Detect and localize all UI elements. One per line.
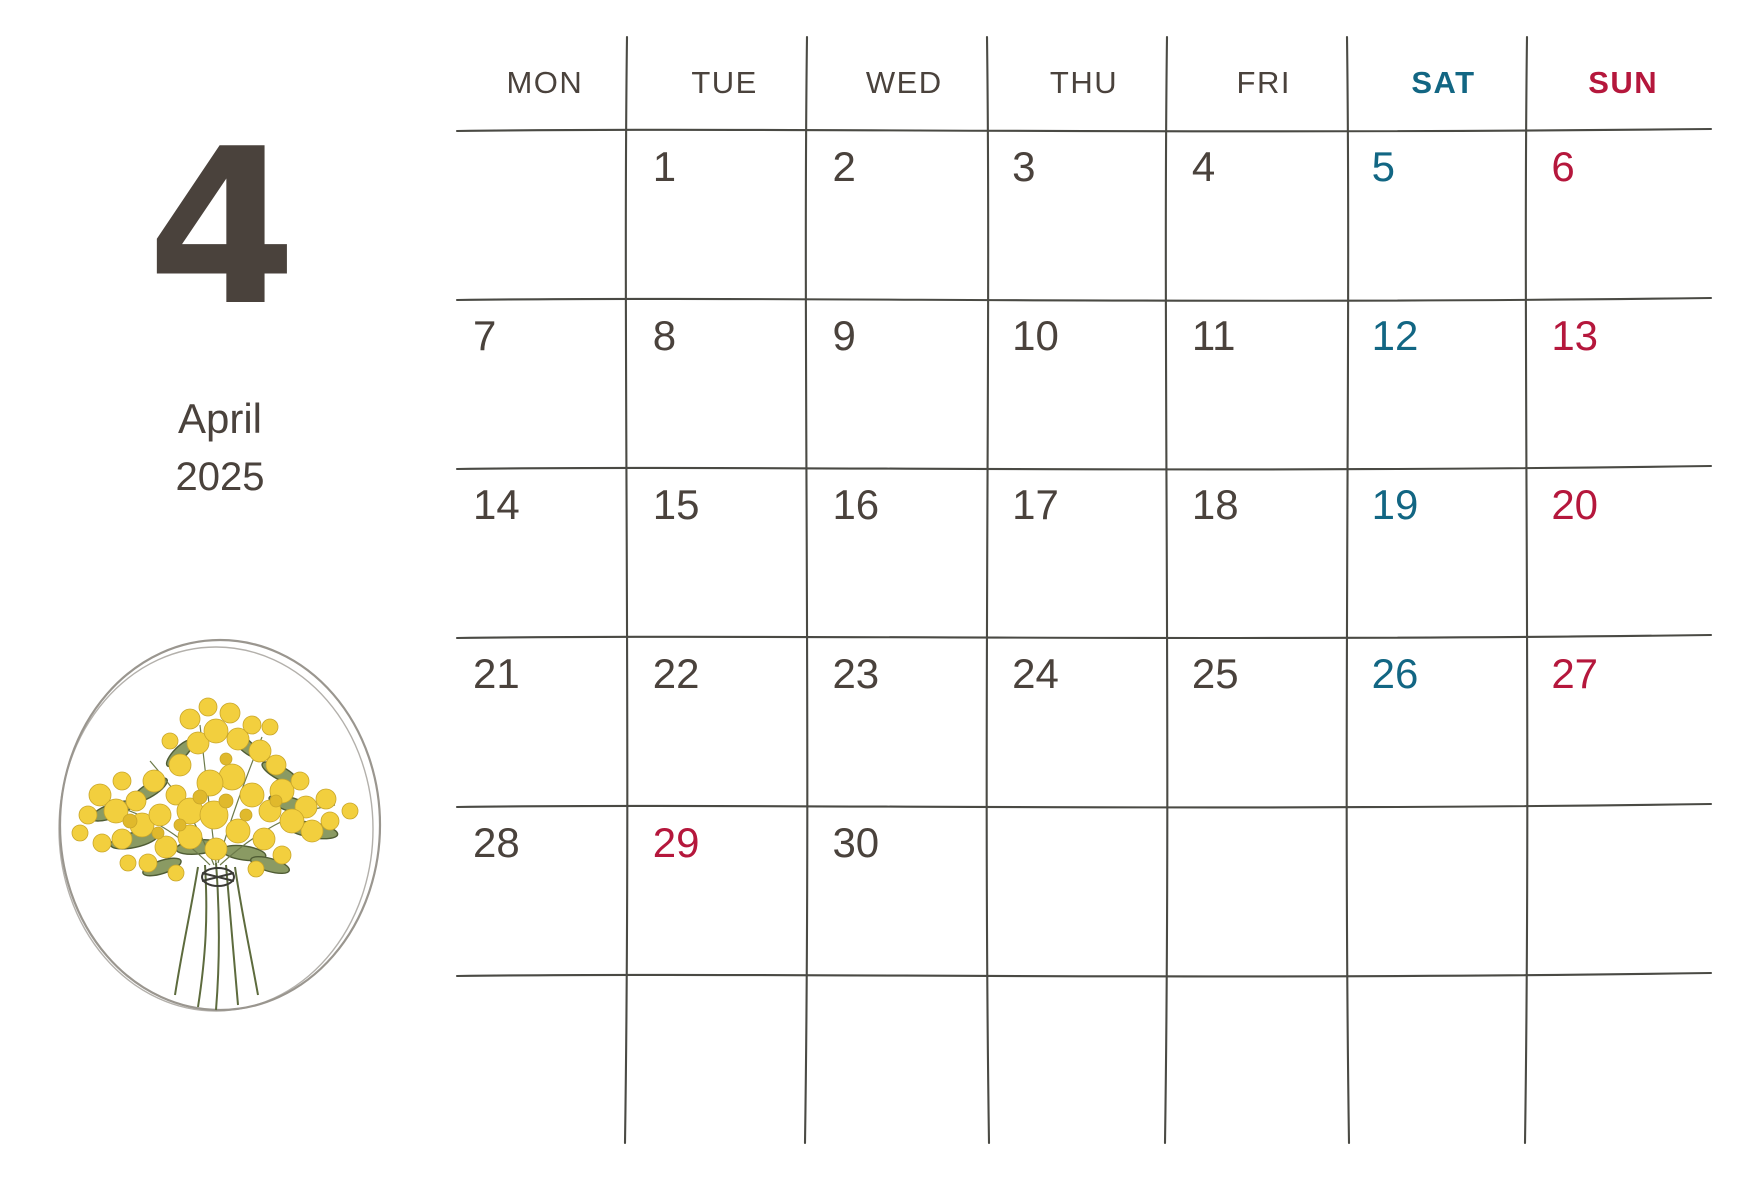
weekday-fri: FRI [1236, 65, 1291, 100]
day-cell[interactable] [814, 131, 994, 300]
day-number: 8 [652, 312, 677, 359]
day-number: 20 [1551, 481, 1599, 528]
month-number: 4 [147, 102, 293, 353]
calendar-week-row [455, 131, 1713, 300]
day-cell[interactable] [455, 131, 635, 300]
day-number: 18 [1191, 481, 1239, 528]
day-cell[interactable] [1354, 131, 1534, 300]
day-number: 30 [832, 819, 880, 866]
calendar-grid [455, 35, 1713, 1145]
mimosa-bouquet-illustration [30, 615, 410, 1035]
month-year: 2025 [175, 455, 265, 499]
day-cell[interactable] [635, 807, 815, 976]
day-number: 22 [652, 650, 700, 697]
weekday-sun: SUN [1588, 65, 1659, 100]
day-cell[interactable] [814, 469, 994, 638]
day-cell[interactable] [994, 976, 1174, 1145]
calendar-week-row [455, 300, 1713, 469]
day-number: 6 [1551, 143, 1575, 190]
day-cell[interactable] [635, 469, 815, 638]
day-cell[interactable] [1354, 300, 1534, 469]
day-cell[interactable] [1533, 976, 1713, 1145]
day-cell[interactable] [994, 638, 1174, 807]
day-number: 7 [473, 312, 497, 359]
day-number: 2 [832, 143, 856, 190]
day-cell[interactable] [1174, 131, 1354, 300]
month-name: April [177, 395, 263, 442]
day-cell[interactable] [994, 131, 1174, 300]
day-number: 21 [473, 650, 520, 697]
calendar-left-panel [0, 0, 440, 1181]
day-cell[interactable] [455, 807, 635, 976]
day-number: 10 [1012, 312, 1059, 359]
day-cell[interactable] [455, 469, 635, 638]
day-cell[interactable] [1174, 300, 1354, 469]
day-cell[interactable] [1354, 976, 1534, 1145]
day-cell[interactable] [1533, 300, 1713, 469]
day-cell[interactable] [1174, 638, 1354, 807]
day-number: 19 [1371, 481, 1419, 528]
calendar-week-row [455, 807, 1713, 976]
day-cell[interactable] [635, 976, 815, 1145]
day-cell[interactable] [814, 807, 994, 976]
weekday-tue: TUE [691, 65, 758, 100]
day-cell[interactable] [455, 976, 635, 1145]
day-cell[interactable] [455, 638, 635, 807]
day-cell[interactable] [635, 638, 815, 807]
calendar-week-row [455, 638, 1713, 807]
day-cell[interactable] [635, 300, 815, 469]
day-cell[interactable] [1354, 469, 1534, 638]
day-cell[interactable] [1174, 807, 1354, 976]
calendar-weeks [455, 131, 1713, 1145]
day-number: 14 [473, 481, 520, 528]
day-number: 23 [832, 650, 880, 697]
day-cell[interactable] [1533, 131, 1713, 300]
day-number: 4 [1191, 143, 1216, 190]
day-number: 25 [1191, 650, 1239, 697]
day-cell[interactable] [455, 300, 635, 469]
day-cell[interactable] [814, 300, 994, 469]
day-cell[interactable] [1533, 638, 1713, 807]
day-number: 24 [1012, 650, 1059, 697]
day-number: 13 [1551, 312, 1599, 359]
day-cell[interactable] [1174, 976, 1354, 1145]
weekday-sat: SAT [1411, 65, 1476, 100]
weekday-thu: THU [1049, 65, 1119, 100]
calendar-week-row [455, 976, 1713, 1145]
day-number: 12 [1371, 312, 1419, 359]
day-number: 27 [1551, 650, 1599, 697]
day-cell[interactable] [635, 131, 815, 300]
day-cell[interactable] [994, 469, 1174, 638]
day-number: 17 [1012, 481, 1059, 528]
day-cell[interactable] [1174, 469, 1354, 638]
weekday-wed: WED [865, 65, 943, 100]
day-cell[interactable] [994, 807, 1174, 976]
day-cell[interactable] [1354, 807, 1534, 976]
day-number: 5 [1371, 143, 1395, 190]
day-number: 1 [652, 143, 677, 190]
day-number: 29 [652, 819, 700, 866]
day-cell[interactable] [814, 976, 994, 1145]
weekday-header-row [455, 35, 1713, 131]
day-cell[interactable] [994, 300, 1174, 469]
day-number: 16 [832, 481, 880, 528]
calendar-week-row [455, 469, 1713, 638]
day-cell[interactable] [1533, 469, 1713, 638]
day-number: 26 [1371, 650, 1419, 697]
day-number: 15 [652, 481, 700, 528]
day-number: 11 [1191, 312, 1236, 359]
day-cell[interactable] [1354, 638, 1534, 807]
day-cell[interactable] [814, 638, 994, 807]
day-number: 28 [473, 819, 520, 866]
day-number: 3 [1012, 143, 1036, 190]
day-cell[interactable] [1533, 807, 1713, 976]
weekday-mon: MON [506, 65, 584, 100]
day-number: 9 [832, 312, 856, 359]
